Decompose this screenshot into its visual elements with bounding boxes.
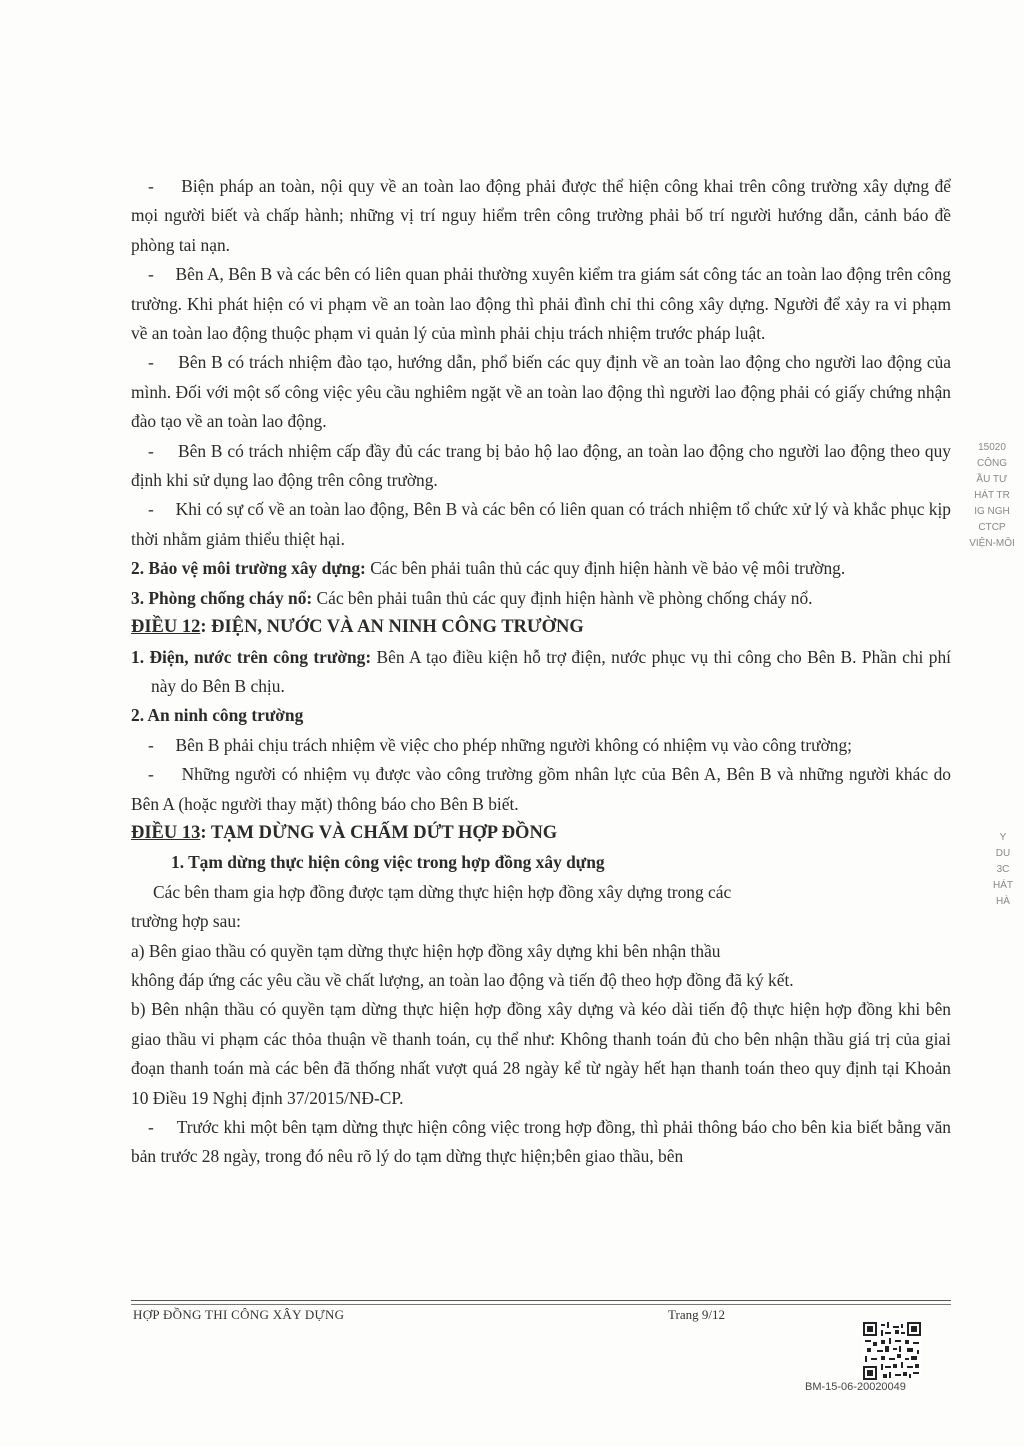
document-body <box>131 172 951 1172</box>
qr-code-icon <box>863 1322 921 1380</box>
stamp-text: 15020 <box>978 442 1006 453</box>
heading-label: ĐIỀU 12 <box>131 617 201 638</box>
paragraph-text: Bên B phải chịu trách nhiệm về việc cho phép những người không có nhiệm vụ vào công trường; <box>175 734 852 755</box>
bullet-paragraph <box>131 260 951 348</box>
bullet-paragraph <box>131 437 951 496</box>
seal-stamp-fragment <box>985 830 1021 910</box>
stamp-text: HÁT TR <box>974 490 1010 501</box>
section-heading <box>131 613 951 642</box>
stamp-text: ẦU TƯ <box>976 474 1008 485</box>
stamp-text: HÀ <box>996 896 1010 907</box>
item-text: Bên A tạo điều kiện hỗ trợ điện, nước phục vụ thi công cho Bên B. Phần chi phí này do Bên B chịu. <box>151 646 951 696</box>
bullet-paragraph <box>131 1113 951 1172</box>
item-text: Các bên phải tuân thủ các quy định hiện hành về phòng chống cháy nổ. <box>312 587 813 608</box>
footer-rule <box>131 1300 951 1301</box>
bullet-dash: - <box>148 734 154 755</box>
stamp-text: CÔNG <box>977 458 1007 469</box>
item-title: 3. Phòng chống cháy nổ: <box>131 587 313 608</box>
bullet-paragraph <box>131 760 951 819</box>
stamp-text: 3C <box>996 864 1010 875</box>
bullet-paragraph <box>131 172 951 260</box>
bullet-paragraph <box>131 731 951 760</box>
stamp-text: VIỆN-MÔI <box>969 538 1015 549</box>
bullet-dash: - <box>148 264 154 285</box>
paragraph-text: Trước khi một bên tạm dừng thực hiện công việc trong hợp đồng, thì phải thông báo cho bên kia biết bằng văn bản trước 28 ngày, trong đó nêu rõ lý do tạm dừng thực hiện;bên giao thầu, bên <box>131 1117 951 1167</box>
bullet-dash: - <box>148 764 154 785</box>
footer-rule-thin <box>131 1304 951 1305</box>
paragraph-text: Bên B có trách nhiệm đào tạo, hướng dẫn, phổ biến các quy định về an toàn lao động cho người lao động của mình. Đối với một số công việc yêu cầu nghiêm ngặt về an toàn lao động thì người lao động phải có giấy chứng nhận đào tạo về an toàn lao động. <box>131 352 951 432</box>
stamp-text: Y <box>999 832 1007 843</box>
paragraph-text: Bên A, Bên B và các bên có liên quan phải thường xuyên kiểm tra giám sát công tác an toàn lao động trên công trường. Khi phát hiện có vi phạm về an toàn lao động thì phải đình chỉ thi công xây dựng. Người để xảy ra vi phạm về an toàn lao động thuộc phạm vi quản lý của mình phải chịu trách nhiệm trước pháp luật. <box>131 264 951 344</box>
clause-line: a) Bên giao thầu có quyền tạm dừng thực hiện hợp đồng xây dựng khi bên nhận thầu <box>131 940 721 961</box>
numbered-item-title: 2. An ninh công trường <box>131 705 304 726</box>
bullet-paragraph <box>131 495 951 554</box>
heading-text: : TẠM DỪNG VÀ CHẤM DỨT HỢP ĐỒNG <box>200 822 558 843</box>
clause-line: không đáp ứng các yêu cầu về chất lượng, an toàn lao động và tiến độ theo hợp đồng đã ký kết. <box>131 969 794 990</box>
stamp-text: DU <box>995 848 1011 859</box>
item-title: 1. Điện, nước trên công trường: <box>131 646 372 667</box>
bullet-dash: - <box>148 1117 154 1137</box>
page-number: Trang 9/12 <box>668 1307 725 1322</box>
numbered-item <box>131 554 951 583</box>
paragraph-text: Biện pháp an toàn, nội quy về an toàn lao động phải được thể hiện công khai trên công trường xây dựng để mọi người biết và chấp hành; những vị trí nguy hiểm trên công trường phải bố trí người hướng dẫn, cảnh báo đề phòng tai nạn. <box>131 176 951 255</box>
bullet-dash: - <box>148 176 154 196</box>
paragraph-text: Bên B có trách nhiệm cấp đầy đủ các trang bị bảo hộ lao động, an toàn lao động cho người lao động theo quy định khi sử dụng lao động trên công trường. <box>131 440 951 491</box>
paragraph-text: Khi có sự cố về an toàn lao động, Bên B và các bên có liên quan có trách nhiệm tổ chức xử lý và khắc phục kịp thời nhằm giảm thiểu thiệt hại. <box>131 499 951 549</box>
intro-line: trường hợp sau: <box>131 911 241 932</box>
bullet-dash: - <box>148 352 154 373</box>
item-title: 2. Bảo vệ môi trường xây dựng: <box>131 558 366 579</box>
numbered-item <box>131 643 951 702</box>
heading-label: ĐIỀU 13 <box>131 822 201 843</box>
footer-title: HỢP ĐỒNG THI CÔNG XÂY DỰNG <box>133 1307 345 1322</box>
intro-line: Các bên tham gia hợp đồng được tạm dừng thực hiện hợp đồng xây dựng trong các <box>153 881 732 902</box>
numbered-item <box>131 584 951 613</box>
subsection-title: 1. Tạm dừng thực hiện công việc trong hợp đồng xây dựng <box>171 852 605 873</box>
stamp-text: CTCP <box>978 522 1006 533</box>
seal-stamp-fragment <box>962 440 1022 552</box>
bullet-dash: - <box>148 499 154 520</box>
clause-paragraph: b) Bên nhận thầu có quyền tạm dừng thực hiện hợp đồng xây dựng và kéo dài tiến độ thực hiện hợp đồng khi bên giao thầu vi phạm các thỏa thuận về thanh toán, cụ thể như: Không thanh toán đủ cho bên nhận thầu giá trị của giai đoạn thanh toán mà các bên đã thống nhất vượt quá 28 ngày kể từ ngày hết hạn thanh toán theo quy định tại Khoản 10 Điều 19 Nghị định 37/2015/NĐ-CP. <box>131 999 951 1108</box>
stamp-text: IG NGH <box>974 506 1010 517</box>
item-text: Các bên phải tuân thủ các quy định hiện hành về bảo vệ môi trường. <box>365 558 846 579</box>
bullet-dash: - <box>148 440 154 461</box>
stamp-text: HÁT <box>993 880 1013 891</box>
document-code: BM-15-06-20020049 <box>805 1381 906 1393</box>
heading-text: : ĐIỆN, NƯỚC VÀ AN NINH CÔNG TRƯỜNG <box>200 617 584 638</box>
bullet-paragraph <box>131 348 951 436</box>
paragraph-text: Những người có nhiệm vụ được vào công trường gồm nhân lực của Bên A, Bên B và những người khác do Bên A (hoặc người thay mặt) thông báo cho Bên B biết. <box>131 764 951 814</box>
section-heading <box>131 819 951 848</box>
